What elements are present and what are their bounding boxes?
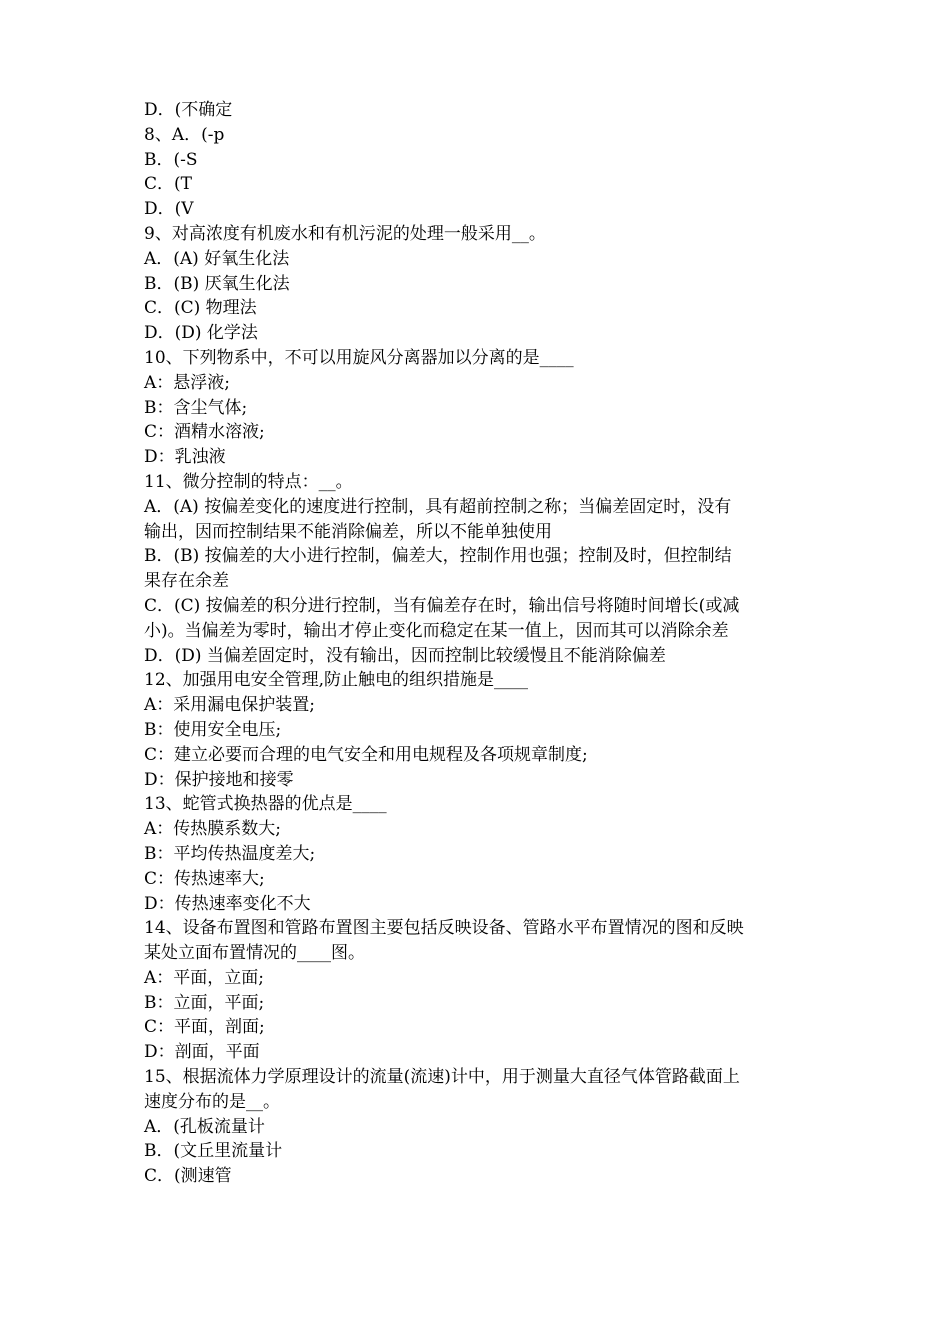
- text-line: A：悬浮液;: [144, 372, 231, 393]
- text-line: C：建立必要而合理的电气安全和用电规程及各项规章制度;: [144, 744, 588, 765]
- text-line: D：传热速率变化不大: [144, 893, 311, 914]
- document-page: [144, 98, 814, 1189]
- text-line: C：酒精水溶液;: [144, 422, 265, 443]
- text-line: B．(-S: [144, 149, 198, 170]
- text-line: D．(D) 化学法: [144, 323, 258, 344]
- text-line: B：含尘气体;: [144, 397, 248, 418]
- text-line: B：平均传热温度差大;: [144, 843, 316, 864]
- text-line: B：使用安全电压;: [144, 719, 282, 740]
- text-line: 某处立面布置情况的____图。: [144, 943, 365, 964]
- text-line: B：立面，平面;: [144, 992, 265, 1013]
- text-line: 14、设备布置图和管路布置图主要包括反映设备、管路水平布置情况的图和反映: [144, 918, 744, 939]
- text-line: 8、A．(-p: [144, 124, 225, 145]
- text-line: B．(B) 厌氧生化法: [144, 273, 290, 294]
- text-line: C：传热速率大;: [144, 868, 265, 889]
- text-line: D：乳浊液: [144, 447, 226, 468]
- text-line: C：平面，剖面;: [144, 1017, 265, 1038]
- text-line: 输出，因而控制结果不能消除偏差，所以不能单独使用: [144, 521, 552, 542]
- text-line: C．(C) 按偏差的积分进行控制，当有偏差存在时，输出信号将随时间增长(或减: [144, 595, 740, 616]
- text-line: B．(文丘里流量计: [144, 1141, 283, 1162]
- text-line: D．(V: [144, 199, 194, 220]
- text-line: 10、下列物系中，不可以用旋风分离器加以分离的是____: [144, 347, 574, 368]
- text-line: A．(A) 按偏差变化的速度进行控制，具有超前控制之称；当偏差固定时，没有: [144, 496, 732, 517]
- text-line: A：采用漏电保护装置;: [144, 695, 316, 716]
- text-line: A：平面，立面;: [144, 967, 265, 988]
- text-line: D．(不确定: [144, 100, 233, 120]
- text-line: B．(B) 按偏差的大小进行控制，偏差大，控制作用也强；控制及时，但控制结: [144, 546, 732, 567]
- text-line: D：剖面，平面: [144, 1042, 260, 1063]
- text-line: A：传热膜系数大;: [144, 819, 282, 840]
- text-line: C．(C) 物理法: [144, 298, 257, 319]
- text-line: A．(孔板流量计: [144, 1116, 265, 1137]
- text-line: 15、根据流体力学原理设计的流量(流速)计中，用于测量大直径气体管路截面上: [144, 1067, 740, 1088]
- text-line: D．(D) 当偏差固定时，没有输出，因而控制比较缓慢且不能消除偏差: [144, 645, 666, 666]
- text-line: 12、加强用电安全管理,防止触电的组织措施是____: [144, 670, 529, 691]
- text-line: D：保护接地和接零: [144, 769, 294, 790]
- text-line: A．(A) 好氧生化法: [144, 248, 290, 269]
- text-line: 11、微分控制的特点：__。: [144, 471, 353, 492]
- text-line: C．(测速管: [144, 1166, 232, 1187]
- text-line: 小)。当偏差为零时，输出才停止变化而稳定在某一值上，因而其可以消除余差: [144, 620, 729, 641]
- text-line: 果存在余差: [144, 571, 229, 592]
- text-line: 速度分布的是__。: [144, 1091, 280, 1112]
- text-line: C．(T: [144, 174, 192, 195]
- text-line: 13、蛇管式换热器的优点是____: [144, 794, 387, 815]
- text-line: 9、对高浓度有机废水和有机污泥的处理一般采用__。: [144, 223, 546, 244]
